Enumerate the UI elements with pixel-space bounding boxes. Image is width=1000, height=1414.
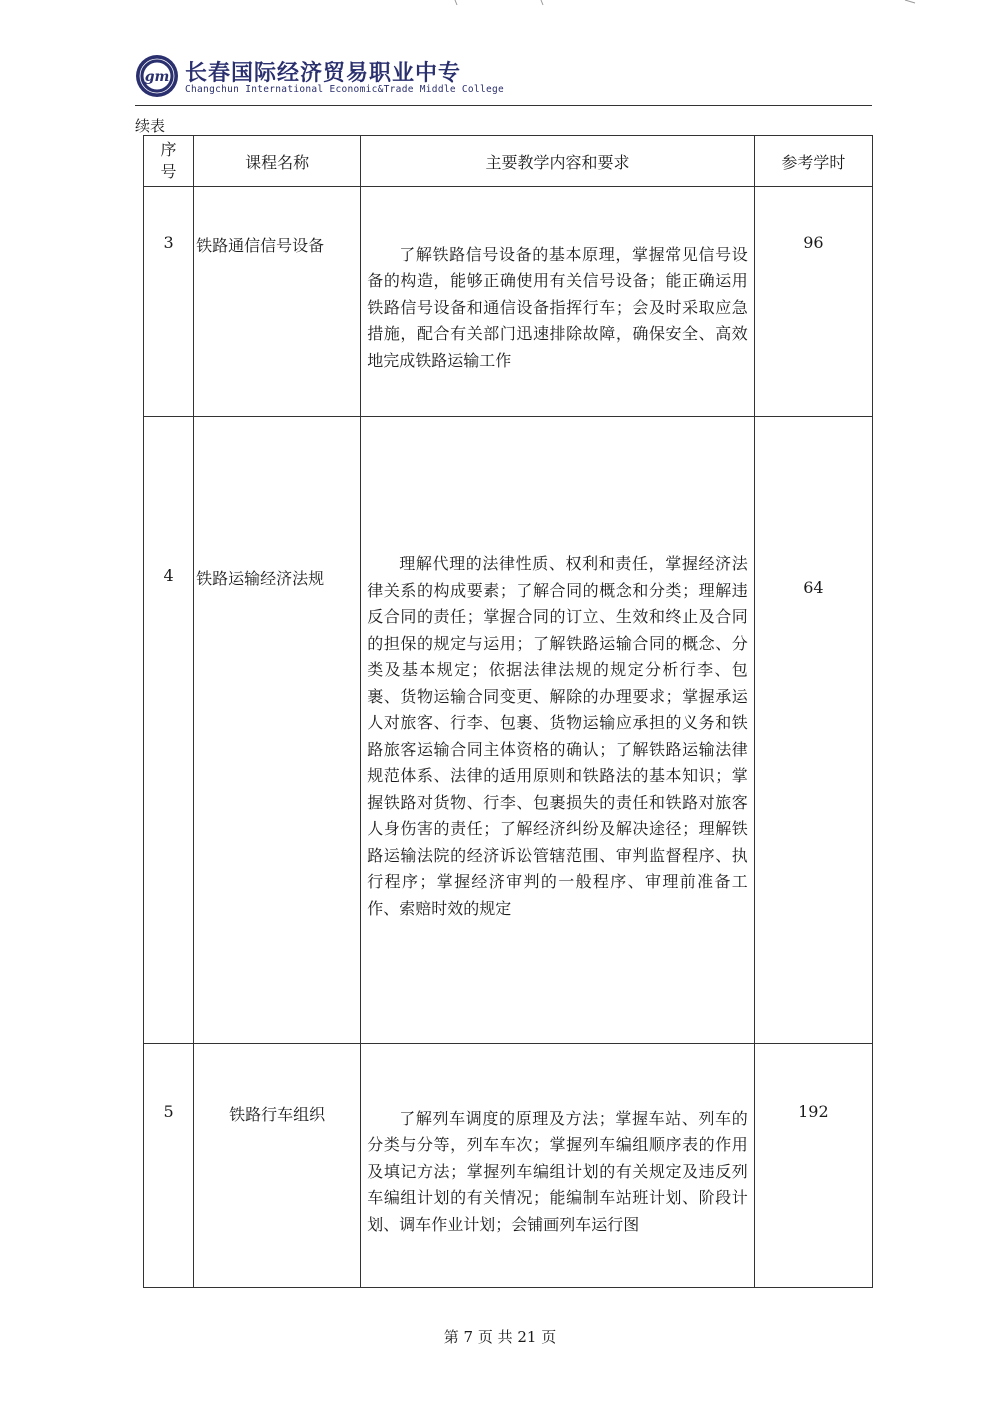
header-seq-line1: 序	[160, 140, 177, 159]
course-name: 铁路通信信号设备	[194, 187, 361, 417]
course-name: 铁路运输经济法规	[194, 417, 361, 1044]
document-header	[135, 52, 875, 104]
table-row	[144, 417, 873, 1044]
row-number: 4	[144, 417, 194, 1044]
course-content: 了解铁路信号设备的基本原理，掌握常见信号设备的构造，能够正确使用有关信号设备；能正确运用铁路信号设备和通信设备指挥行车；会及时采取应急措施，配合有关部门迅速排除故障，确保安全、高效地完成铁路运输工作	[361, 187, 755, 417]
header-course-name: 课程名称	[194, 136, 361, 187]
header-content: 主要教学内容和要求	[361, 136, 755, 187]
school-name-en: Changchun International Economic&Trade Middle College	[185, 84, 505, 95]
course-name: 铁路行车组织	[194, 1044, 361, 1288]
top-edge-marks	[0, 0, 1000, 10]
table-header-row	[144, 136, 873, 187]
course-hours: 192	[754, 1044, 872, 1288]
table-row	[144, 1044, 873, 1288]
continuation-label: 续表	[135, 117, 166, 135]
school-name-cn: 长春国际经济贸易职业中专	[185, 60, 462, 86]
row-number: 3	[144, 187, 194, 417]
course-hours: 64	[754, 417, 872, 1044]
header-seq	[144, 136, 194, 187]
course-hours: 96	[754, 187, 872, 417]
page-number-footer: 第 7 页 共 21 页	[443, 1328, 557, 1346]
course-table	[143, 135, 873, 1288]
course-content: 理解代理的法律性质、权利和责任，掌握经济法律关系的构成要素；了解合同的概念和分类；理解违反合同的责任；掌握合同的订立、生效和终止及合同的担保的规定与运用；了解铁路运输合同的概念、分类及基本规定；依据法律法规的规定分析行李、包裹、货物运输合同变更、解除的办理要求；掌握承运人对旅客、行李、包裹、货物运输应承担的义务和铁路旅客运输合同主体资格的确认；了解铁路运输法律规范体系、法律的适用原则和铁路法的基本知识；掌握铁路对货物、行李、包裹损失的责任和铁路对旅客人身伤害的责任；了解经济纠纷及解决途径；理解铁路运输法院的经济诉讼管辖范围、审判监督程序、执行程序；掌握经济审判的一般程序、审理前准备工作、索赔时效的规定	[361, 417, 755, 1044]
header-hours: 参考学时	[754, 136, 872, 187]
table-row	[144, 187, 873, 417]
header-divider	[135, 105, 872, 106]
school-logo	[135, 54, 179, 98]
logo-text: gm	[144, 69, 170, 85]
course-content: 了解列车调度的原理及方法；掌握车站、列车的分类与分等，列车车次；掌握列车编组顺序表的作用及填记方法；掌握列车编组计划的有关规定及违反列车编组计划的有关情况；能编制车站班计划、阶段计划、调车作业计划；会铺画列车运行图	[361, 1044, 755, 1288]
row-number: 5	[144, 1044, 194, 1288]
header-seq-line2: 号	[160, 162, 177, 181]
